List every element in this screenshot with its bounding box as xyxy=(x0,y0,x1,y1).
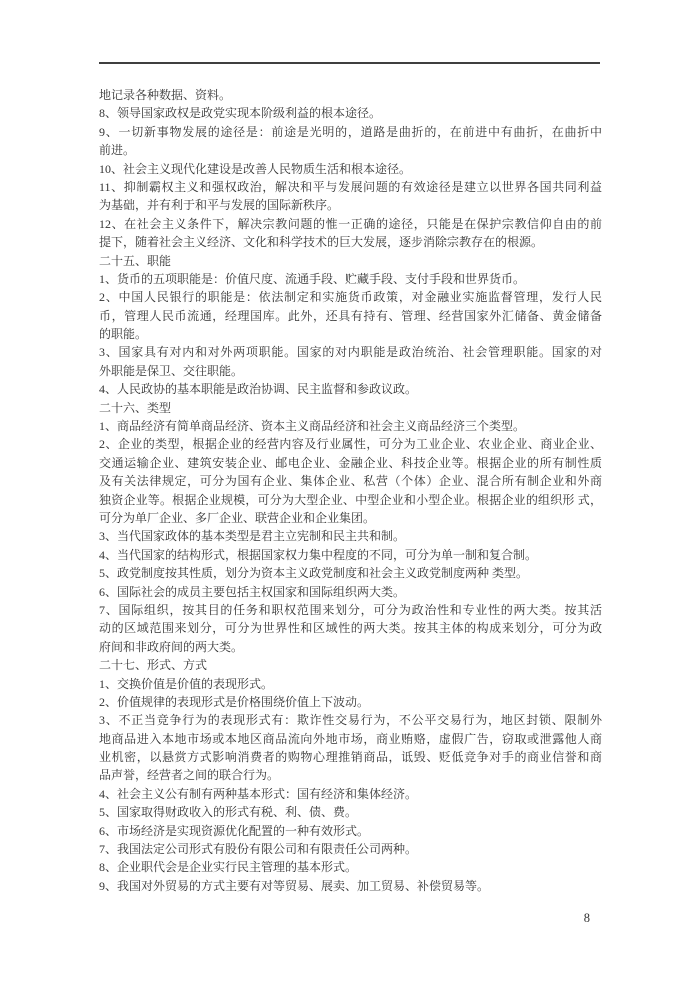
document-text-block xyxy=(99,86,602,895)
text-line: 1、交换价值是价值的表现形式。 xyxy=(99,676,274,691)
text-line: 交通运输企业、建筑安装企业、邮电企业、金融企业、科技企业等。根据企业的所有制性质 xyxy=(99,455,602,470)
text-line: 外职能是保卫、交往职能。 xyxy=(99,363,244,378)
text-line: 6、国际社会的成员主要包括主权国家和国际组织两大类。 xyxy=(99,584,406,599)
text-line: 府间和非政府间的两大类。 xyxy=(99,639,244,654)
section-heading: 二十七、形式、方式 xyxy=(99,658,208,673)
text-line: 7、我国法定公司形式有股份有限公司和有限责任公司两种。 xyxy=(99,842,418,857)
text-line: 6、市场经济是实现资源优化配置的一种有效形式。 xyxy=(99,823,370,838)
text-line: 4、人民政协的基本职能是政治协调、民主监督和参政议政。 xyxy=(99,382,418,397)
text-line: 动的区域范围来划分，可分为世界性和区域性的两大类。按其主体的构成来划分，可分为政 xyxy=(99,621,602,636)
text-line: 独资企业等。根据企业规模，可分为大型企业、中型企业和小型企业。根据企业的组织形 式， xyxy=(99,492,602,507)
text-line: 可分为单厂企业、多厂企业、联营企业和企业集团。 xyxy=(99,510,376,525)
text-line: 12、在社会主义条件下，解决宗教问题的惟一正确的途径，只能是在保护宗教信仰自由的前 xyxy=(99,216,602,231)
section-heading: 二十六、类型 xyxy=(99,400,172,415)
text-line: 11、抑制霸权主义和强权政治，解决和平与发展问题的有效途径是建立以世界各国共同利益 xyxy=(99,179,602,194)
text-line: 9、一切新事物发展的途径是：前途是光明的，道路是曲折的，在前进中有曲折，在曲折中 xyxy=(99,124,602,139)
text-line: 提下，随着社会主义经济、文化和科学技术的巨大发展，逐步消除宗教存在的根源。 xyxy=(99,235,544,250)
section-heading: 二十五、职能 xyxy=(99,253,172,268)
text-line: 4、社会主义公有制有两种基本形式：国有经济和集体经济。 xyxy=(99,786,418,801)
page-number: 8 xyxy=(583,911,590,925)
text-line: 8、领导国家政权是政党实现本阶级利益的根本途径。 xyxy=(99,106,382,121)
text-line: 前进。 xyxy=(99,143,136,158)
text-line: 为基础，并有利于和平与发展的国际新秩序。 xyxy=(99,198,340,213)
text-line: 币，管理人民币流通，经理国库。此外，还具有持有、管理、经营国家外汇储备、黄金储备 xyxy=(99,308,602,323)
text-line: 3、国家具有对内和对外两项职能。国家的对内职能是政治统治、社会管理职能。国家的对 xyxy=(99,345,602,360)
text-line: 业机密，以悬赏方式影响消费者的购物心理推销商品，诋毁、贬低竞争对手的商业信誉和商 xyxy=(99,750,602,765)
text-line: 及有关法律规定，可分为国有企业、集体企业、私营（个体）企业、混合所有制企业和外商 xyxy=(99,474,602,489)
text-line: 地商品进入本地市场或本地区商品流向外地市场，商业贿赂，虚假广告，窃取或泄露他人商 xyxy=(99,731,602,746)
text-line: 2、中国人民银行的职能是：依法制定和实施货币政策，对金融业实施监督管理，发行人民 xyxy=(99,290,602,305)
header-rule xyxy=(99,62,600,64)
text-line: 10、社会主义现代化建设是改善人民物质生活和根本途径。 xyxy=(99,161,412,176)
text-line: 5、政党制度按其性质，划分为资本主义政党制度和社会主义政党制度两种 类型。 xyxy=(99,566,529,581)
text-line: 地记录各种数据、资料。 xyxy=(99,88,232,102)
text-line: 1、商品经济有简单商品经济、资本主义商品经济和社会主义商品经济三个类型。 xyxy=(99,419,526,434)
text-line: 1、货币的五项职能是：价值尺度、流通手段、贮藏手段、支付手段和世界货币。 xyxy=(99,271,526,286)
text-line: 7、国际组织，按其目的任务和职权范围来划分，可分为政治性和专业性的两大类。按其活 xyxy=(99,602,602,617)
text-line: 3、不正当竞争行为的表现形式有：欺诈性交易行为，不公平交易行为，地区封锁、限制外 xyxy=(99,713,602,728)
text-line: 9、我国对外贸易的方式主要有对等贸易、展卖、加工贸易、补偿贸易等。 xyxy=(99,878,490,893)
text-line: 5、国家取得财政收入的形式有税、利、债、费。 xyxy=(99,805,358,820)
text-line: 的职能。 xyxy=(99,327,148,342)
text-line: 8、企业职代会是企业实行民主管理的基本形式。 xyxy=(99,860,358,875)
text-line: 2、价值规律的表现形式是价格围绕价值上下波动。 xyxy=(99,694,370,709)
text-line: 品声誉，经营者之间的联合行为。 xyxy=(99,768,280,783)
text-line: 3、当代国家政体的基本类型是君主立宪制和民主共和制。 xyxy=(99,529,406,544)
text-line: 4、当代国家的结构形式，根据国家权力集中程度的不同，可分为单一制和复合制。 xyxy=(99,547,538,562)
text-line: 2、企业的类型，根据企业的经营内容及行业属性，可分为工业企业、农业企业、商业企业、 xyxy=(99,437,602,452)
